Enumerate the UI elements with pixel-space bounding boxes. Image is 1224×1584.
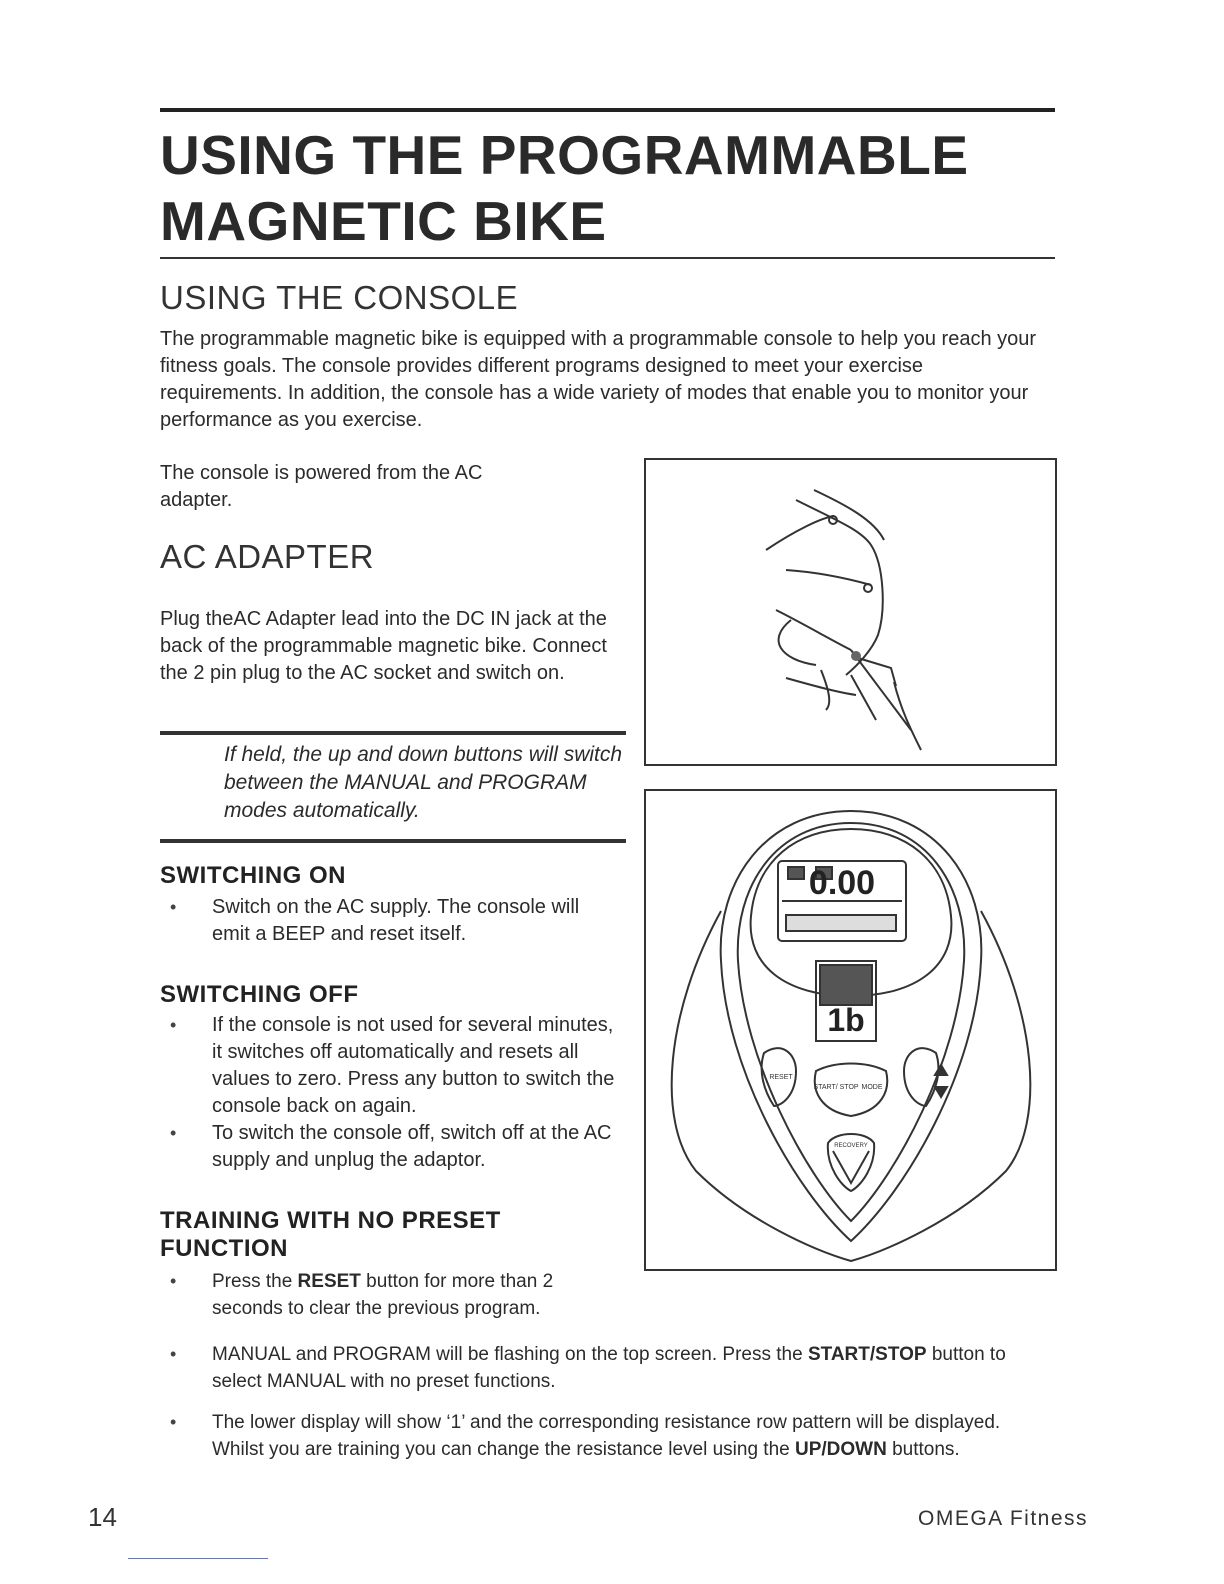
note-bottom-rule bbox=[160, 839, 626, 843]
ac-adapter-text: Plug theAC Adapter lead into the DC IN jack at the back of the programmable magnetic bike. Connect the 2 pin plug to the AC socket and switch on. bbox=[160, 608, 607, 684]
title-underline bbox=[160, 257, 1055, 259]
switching-on-list bbox=[160, 894, 580, 948]
up-down-keyword: UP/DOWN bbox=[795, 1439, 887, 1460]
bike-rear-jack-illustration bbox=[646, 460, 1055, 764]
dc-jack-icon bbox=[851, 651, 861, 661]
item-text: button for more than 2 seconds to clear the previous program. bbox=[212, 1271, 554, 1319]
reset-button-label: RESET bbox=[769, 1074, 793, 1081]
start-stop-button-label: START/ STOP bbox=[813, 1084, 859, 1091]
note-text: If held, the up and down buttons will switch between the MANUAL and PROGRAM modes automatically. bbox=[224, 743, 623, 822]
list-item: • If the console is not used for several minutes, it switches off automatically and resets all values to zero. Press any button to switch the console back on again. bbox=[160, 1012, 620, 1120]
page-title bbox=[160, 122, 1060, 254]
item-text: buttons. bbox=[886, 1439, 960, 1460]
section-heading-console: USING THE CONSOLE bbox=[160, 279, 519, 316]
training-list-1 bbox=[160, 1268, 600, 1322]
heading-switching-on: SWITCHING ON bbox=[160, 862, 346, 889]
console-powered-text: The console is powered from the AC adapter. bbox=[160, 462, 483, 511]
console-illustration bbox=[646, 791, 1055, 1269]
section-heading-ac-adapter: AC ADAPTER bbox=[160, 538, 375, 575]
page-number: 14 bbox=[88, 1502, 117, 1532]
lower-display-readout: 1b bbox=[827, 1002, 865, 1038]
list-item bbox=[160, 1341, 1040, 1395]
adapter-figure bbox=[644, 458, 1057, 766]
heading-training-line2: FUNCTION bbox=[160, 1235, 288, 1262]
switching-off-list bbox=[160, 1012, 620, 1174]
list-item bbox=[160, 1409, 1040, 1463]
list-item bbox=[160, 1268, 600, 1322]
top-rule bbox=[160, 108, 1055, 112]
training-list-2 bbox=[160, 1341, 1040, 1463]
start-stop-keyword: START/STOP bbox=[807, 1344, 927, 1365]
console-intro: The programmable magnetic bike is equipped with a programmable console to help you reach your fitness goals. The console provides different programs designed to meet your exercise requirements. In addition, the console has a wide variety of modes that enable you to monitor your performance as you exercise. bbox=[160, 328, 1037, 431]
page-title-line1: USING THE PROGRAMMABLE bbox=[160, 124, 969, 186]
item-text: button to select MANUAL with no preset functions. bbox=[212, 1344, 1006, 1392]
heading-training-line1: TRAINING WITH NO PRESET bbox=[160, 1207, 501, 1234]
list-item: • To switch the console off, switch off at the AC supply and unplug the adaptor. bbox=[160, 1120, 620, 1174]
list-item: • Switch on the AC supply. The console will emit a BEEP and reset itself. bbox=[160, 894, 580, 948]
item-text: MANUAL and PROGRAM will be flashing on the top screen. Press the bbox=[212, 1344, 808, 1365]
note-top-rule bbox=[160, 731, 626, 735]
heading-switching-off: SWITCHING OFF bbox=[160, 981, 359, 1008]
bottom-link-line bbox=[128, 1558, 268, 1559]
page-title-line2: MAGNETIC BIKE bbox=[160, 190, 607, 252]
footer-brand: OMEGA Fitness bbox=[918, 1507, 1089, 1530]
console-figure bbox=[644, 789, 1057, 1271]
reset-keyword: RESET bbox=[297, 1271, 361, 1292]
heading-training bbox=[160, 1207, 501, 1263]
item-text: The lower display will show ‘1’ and the corresponding resistance row pattern will be displayed. Whilst you are training you can change the resistance level using the bbox=[212, 1412, 1001, 1460]
recovery-button-label: RECOVERY bbox=[834, 1143, 868, 1149]
mode-button-label: MODE bbox=[861, 1084, 883, 1091]
display-readout: 0.00 bbox=[808, 864, 876, 902]
item-text: Press the bbox=[212, 1271, 298, 1292]
